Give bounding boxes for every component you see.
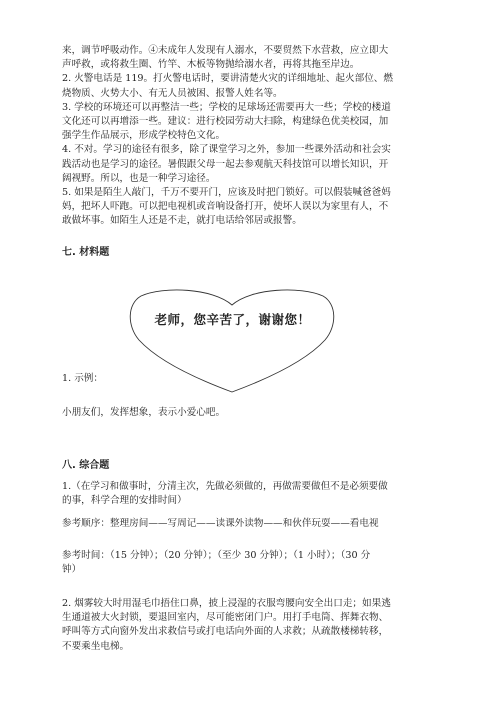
times-line-end: 钟） bbox=[62, 564, 82, 576]
reference-times bbox=[62, 549, 370, 577]
answer-line: 敢做坏事。如陌生人还是不走，就打电话给邻居或报警。 bbox=[62, 215, 302, 227]
section-heading-7: 七. 材料题 bbox=[62, 247, 110, 258]
answer-line: 妈，把坏人吓跑。可以把电视机或音响设备打开，使坏人误以为家里有人，不 bbox=[62, 201, 389, 213]
question-line: 生通道被大火封锁，要退回室内，尽可能密闭门户。用打手电筒、挥舞衣物、 bbox=[62, 612, 389, 624]
question-1 bbox=[62, 480, 388, 508]
question-line: 的事，科学合理的安排时间） bbox=[62, 495, 187, 507]
answer-line: 4. 不对。学习的途径有很多，除了课堂学习之外，参加一些课外活动和社会实 bbox=[62, 144, 391, 156]
question-2 bbox=[62, 597, 391, 654]
answer-line: 2. 火警电话是 119。打火警电话时，要讲清楚火灾的详细地址、起火部位、燃 bbox=[62, 73, 393, 85]
answer-line: 烧物质、火势大小、有无人员被困、报警人姓名等。 bbox=[62, 87, 283, 99]
question-line: 呼叫等方式向窗外发出求救信号或打电话向外面的人求救；从疏散楼梯转移， bbox=[62, 626, 389, 638]
example-label: 1. 示例： bbox=[62, 373, 103, 384]
times-line: 参考时间：（15 分钟）；（20 分钟）；（至少 30 分钟）；（1 小时）；（30 分 bbox=[62, 550, 371, 561]
answer-line: 文化还可以再增添一些。建议：进行校园劳动大扫除，构建绿色优美校园，加 bbox=[62, 116, 389, 128]
answer-line: 强学生作品展示，形成学校特色文化。 bbox=[62, 130, 226, 142]
answer-line: 阔视野。所以，也是一种学习途径。 bbox=[62, 172, 216, 184]
answers-top bbox=[62, 44, 445, 229]
answer-line: 来，调节呼吸动作。④未成年人发现有人溺水，不要贸然下水营救，应立即大 bbox=[62, 45, 389, 56]
heart-figure bbox=[125, 284, 340, 394]
reference-order: 参考顺序：整理房间——写周记——读课外读物——和伙伴玩耍——看电视 bbox=[62, 518, 379, 529]
heart-text: 老师，您辛苦了，谢谢您！ bbox=[154, 312, 311, 327]
heart-shape bbox=[125, 284, 340, 394]
answer-line: 5. 如果是陌生人敲门，千万不要开门，应该及时把门锁好。可以假装喊爸爸妈 bbox=[62, 187, 391, 199]
question-line: 2. 烟雾较大时用湿毛巾捂住口鼻，披上浸湿的衣服弯腰向安全出口走；如果逃 bbox=[62, 598, 391, 609]
example-answer: 小朋友们，发挥想象，表示小爱心吧。 bbox=[62, 407, 226, 418]
answer-line: 践活动也是学习的途径。暑假跟父母一起去参观航天科技馆可以增长知识，开 bbox=[62, 158, 389, 170]
question-line: 不要乘坐电梯。 bbox=[62, 640, 130, 652]
answer-line: 3. 学校的环境还可以再整洁一些；学校的足球场还需要再大一些；学校的楼道 bbox=[62, 101, 391, 113]
question-line: 1.（在学习和做事时，分清主次，先做必须做的，再做需要做但不是必须要做 bbox=[62, 481, 388, 492]
answer-line: 声呼救，或将救生圈、竹竿、木板等物抛给溺水者，再将其拖至岸边。 bbox=[62, 59, 360, 71]
section-heading-8: 八. 综合题 bbox=[62, 460, 110, 471]
